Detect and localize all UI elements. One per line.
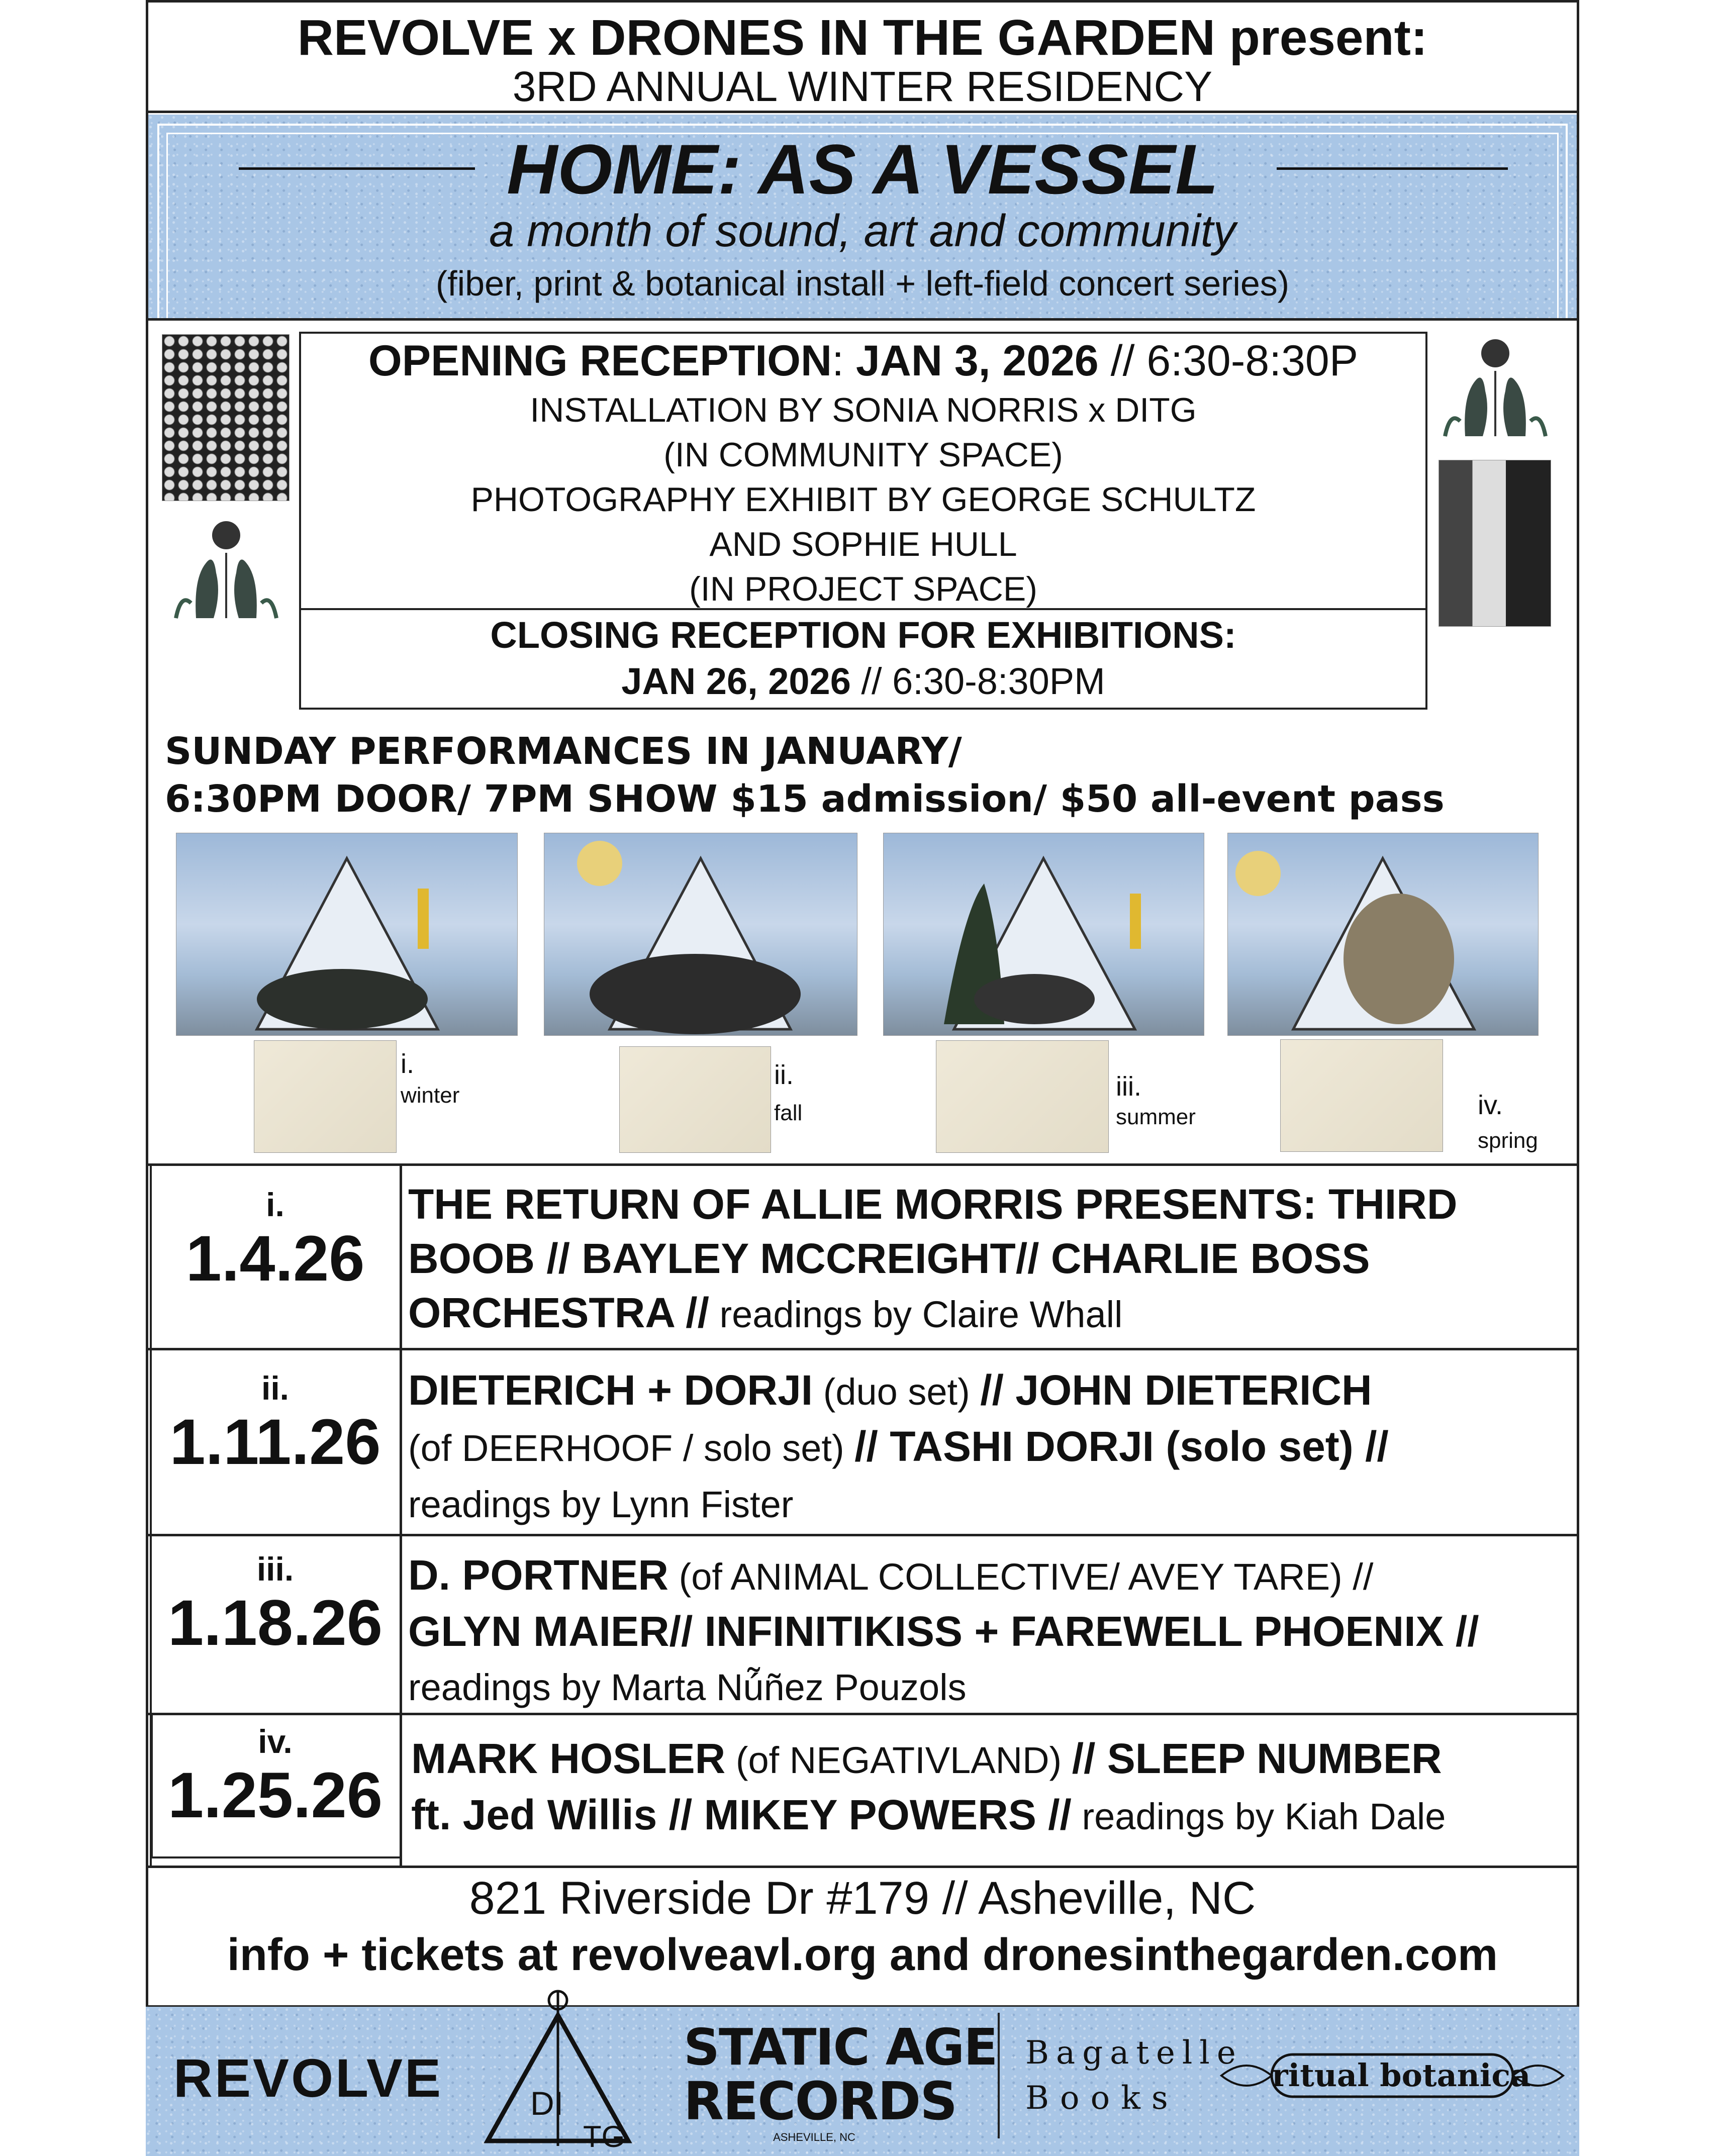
event-text: D. PORTNER [408,1551,669,1599]
season-art-fall [544,833,857,1036]
event-text: readings by Lynn Fister [408,1484,794,1525]
event-text: (duo set) [813,1371,981,1413]
banner-detail: (fiber, print & botanical install + left-field concert series) [435,264,1290,303]
opening-line: (IN COMMUNITY SPACE) [663,436,1063,474]
event-date: 1.18.26 [167,1587,383,1659]
season-numeral: iv. [1478,1090,1503,1120]
plan-art-summer [936,1040,1109,1153]
event-2-lineup [408,1363,1574,1532]
plan-art-spring [1280,1039,1443,1152]
plan-art-fall [619,1046,771,1153]
closing-label: CLOSING RECEPTION FOR EXHIBITIONS: [490,614,1236,656]
tickets-info[interactable]: info + tickets at revolveavl.org and dronesinthegarden.com [227,1930,1498,1980]
header-title: REVOLVE x DRONES IN THE GARDEN present: [297,10,1428,66]
event-divider [146,1534,1579,1536]
event-text: ft. Jed Willis // MIKEY POWERS // [411,1791,1072,1838]
season-numeral: i. [401,1049,414,1079]
event-numeral: iii. [256,1550,294,1588]
hares-illustration-icon [166,518,286,623]
banner-title: HOME: AS A VESSEL [507,130,1218,209]
closing-when [299,658,1427,705]
season-numeral: iii. [1116,1071,1141,1102]
event-2-label [151,1369,400,1478]
event-date: 1.25.26 [167,1759,383,1831]
season-name: spring [1478,1128,1538,1153]
event-1-lineup [408,1177,1574,1342]
static-age-line1: STATIC AGE [684,2018,997,2077]
banner-subtitle: a month of sound, art and community [489,206,1236,256]
banner-divider [146,318,1579,321]
event-text: ORCHESTRA // [408,1289,709,1336]
event-numeral: ii. [261,1369,289,1407]
event-text: MARK HOSLER [411,1735,726,1782]
opening-details [299,388,1427,612]
event-4-label [151,1723,400,1831]
event-text: (of NEGATIVLAND) [725,1739,1072,1781]
header-subtitle: 3RD ANNUAL WINTER RESIDENCY [512,63,1213,110]
bagatelle-line2: Books [1025,2080,1179,2117]
events-top-line [148,1163,1577,1166]
season-art-spring [1227,833,1539,1036]
event-text: BOOB // BAYLEY MCCREIGHT// CHARLIE BOSS [408,1235,1370,1282]
event-numeral: iv. [258,1723,293,1760]
season-name: fall [774,1101,803,1125]
season-name: summer [1116,1105,1196,1129]
opening-time: // 6:30-8:30P [1110,337,1359,385]
hares-illustration-right-icon [1435,336,1556,441]
season-name: winter [401,1083,460,1108]
event-text: // SLEEP NUMBER [1072,1735,1442,1782]
ditg-top: DI [530,2085,563,2122]
season-numeral: ii. [774,1060,794,1090]
event-text: // TASHI DORJI (solo set) // [854,1423,1389,1470]
opening-line: (IN PROJECT SPACE) [689,570,1037,608]
season-art-summer [883,833,1204,1036]
event-text: (of ANIMAL COLLECTIVE/ AVEY TARE) // [668,1556,1374,1598]
event-text: (of DEERHOOF / solo set) [408,1427,855,1469]
event-divider [146,1348,1579,1350]
header-divider [146,111,1579,113]
season-art-winter [176,833,518,1036]
event-text: // JOHN DIETERICH [980,1366,1372,1414]
static-age-sub: ASHEVILLE, NC [773,2131,855,2143]
opening-date: JAN 3, 2026 [855,337,1099,385]
closing-date: JAN 26, 2026 [621,660,851,702]
sponsor-divider [998,2013,1000,2138]
event-numeral: i. [266,1186,284,1223]
ritual-botanica-logo: ritual botanica [1272,2057,1531,2094]
revolve-logo: REVOLVE [173,2047,443,2108]
static-age-line2: RECORDS [684,2071,957,2132]
bagatelle-line1: Bagatelle [1025,2034,1243,2072]
event-4-lineup [411,1731,1577,1844]
bw-photo-image [1439,460,1551,627]
opening-line: INSTALLATION BY SONIA NORRIS x DITG [530,391,1197,429]
opening-line: PHOTOGRAPHY EXHIBIT BY GEORGE SCHULTZ [470,480,1256,519]
event-text: THE RETURN OF ALLIE MORRIS PRESENTS: THIRD [408,1181,1458,1228]
plan-art-winter [254,1040,397,1153]
event-text: DIETERICH + DORJI [408,1366,813,1414]
event-3-lineup [408,1548,1574,1715]
opening-heading: OPENING RECEPTION: JAN 3, 2026 // 6:30-8:30P [368,337,1359,385]
event-text: readings by Claire Whall [709,1294,1123,1335]
event-1-label [151,1186,400,1294]
event-text: readings by Marta Nú̃ñez Pouzols [408,1667,967,1708]
events-bottom-line [146,1866,1579,1868]
event-date: 1.4.26 [185,1223,365,1295]
event-text: GLYN MAIER// INFINITIKISS + FAREWELL PHOENIX // [408,1608,1479,1655]
address: 821 Riverside Dr #179 // Asheville, NC [469,1873,1256,1924]
hexagon-photo-image [162,334,290,501]
event-text: readings by Kiah Dale [1071,1796,1446,1837]
opening-line: AND SOPHIE HULL [709,525,1017,563]
sunday-line1: SUNDAY PERFORMANCES IN JANUARY/ [165,730,962,773]
opening-label: OPENING RECEPTION [368,337,832,385]
ditg-bottom: TG [583,2120,625,2153]
event-3-label [151,1550,400,1658]
top-border [146,0,1579,3]
sunday-line2: 6:30PM DOOR/ 7PM SHOW $15 admission/ $50 all-event pass [165,777,1445,821]
event-date: 1.11.26 [169,1406,381,1478]
closing-time: // 6:30-8:30PM [861,660,1105,702]
